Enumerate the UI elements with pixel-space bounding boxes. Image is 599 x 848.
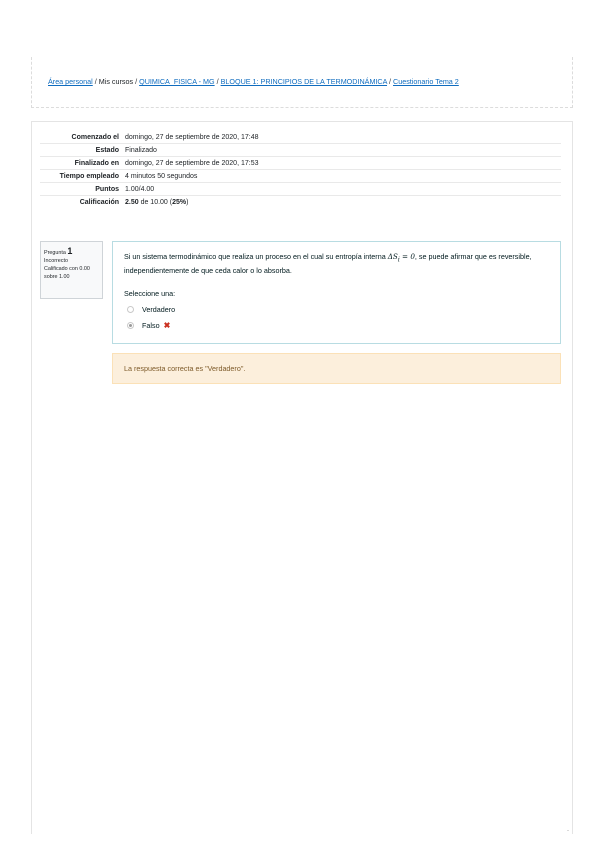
page-corner-mark: ·: [567, 828, 569, 834]
grade-percent: 25%: [172, 198, 187, 206]
breadcrumb-separator: /: [135, 77, 138, 86]
summary-label: Finalizado en: [74, 159, 119, 167]
summary-row-finished: [40, 157, 561, 170]
grade-close: ): [186, 198, 189, 206]
summary-row-state: [40, 144, 561, 157]
answer-prompt: Seleccione una:: [124, 289, 176, 298]
incorrect-icon: ✖: [163, 321, 171, 330]
question-number: [44, 245, 99, 258]
breadcrumb-section-link[interactable]: BLOQUE 1: PRINCIPIOS DE LA TERMODINÁMICA: [220, 77, 388, 86]
question-text-after: , se puede afirmar que es reversible, independientemente de que ceda calor o lo absorba.: [124, 252, 532, 275]
question-text: [124, 251, 554, 276]
math-subscript: i: [397, 256, 400, 264]
question-state: Incorrecto: [44, 258, 68, 265]
summary-row-grade: [40, 196, 561, 209]
grade-value: 2.50: [125, 198, 139, 206]
radio-button[interactable]: [127, 306, 134, 313]
breadcrumb-separator: /: [216, 77, 219, 86]
summary-value: domingo, 27 de septiembre de 2020, 17:48: [125, 133, 259, 141]
summary-label: Estado: [95, 146, 119, 154]
answer-option-label: Falso: [142, 321, 160, 330]
answer-option-false[interactable]: [127, 321, 170, 330]
math-expression: [387, 252, 415, 264]
breadcrumb-quiz-link[interactable]: Cuestionario Tema 2: [393, 77, 459, 86]
question-info-panel: [40, 241, 103, 299]
breadcrumb: [48, 77, 459, 86]
summary-label: Calificación: [79, 198, 119, 206]
question-number-value: 1: [67, 246, 73, 256]
question-number-label: Pregunta: [44, 250, 66, 256]
breadcrumb-course-link[interactable]: QUIMICA_FISICA - MG: [139, 77, 215, 86]
quiz-attempt-summary: [40, 131, 561, 209]
summary-label: Puntos: [95, 185, 119, 193]
correct-answer-feedback: La respuesta correcta es "Verdadero".: [112, 353, 561, 384]
breadcrumb-my-courses: Mis cursos: [98, 77, 134, 86]
question-text-before: Si un sistema termodinámico que realiza un proceso en el cual su entropía interna: [124, 252, 388, 261]
answer-option-label: Verdadero: [142, 305, 176, 314]
summary-label: Tiempo empleado: [59, 172, 119, 180]
breadcrumb-separator: /: [94, 77, 97, 86]
math-equals-zero: = 0: [399, 252, 415, 261]
summary-label: Comenzado el: [71, 133, 119, 141]
main-content-region: [31, 121, 573, 834]
summary-row-started: [40, 131, 561, 144]
summary-value: 1.00/4.00: [125, 185, 155, 193]
summary-value: 4 minutos 50 segundos: [125, 172, 198, 180]
question-grade: Calificado con 0.00 sobre 1.00: [44, 265, 90, 280]
radio-button-selected[interactable]: [127, 322, 134, 329]
summary-value: Finalizado: [125, 146, 157, 154]
breadcrumb-home-link[interactable]: Área personal: [48, 77, 93, 86]
answer-option-true[interactable]: [127, 305, 175, 314]
summary-value: [123, 196, 561, 209]
grade-out-of: de 10.00 (: [138, 198, 173, 206]
summary-row-time-taken: [40, 170, 561, 183]
question-content-box: [112, 241, 561, 344]
breadcrumb-separator: /: [389, 77, 392, 86]
summary-value: domingo, 27 de septiembre de 2020, 17:53: [125, 159, 259, 167]
summary-row-marks: [40, 183, 561, 196]
math-delta-s: ΔS: [387, 252, 398, 261]
